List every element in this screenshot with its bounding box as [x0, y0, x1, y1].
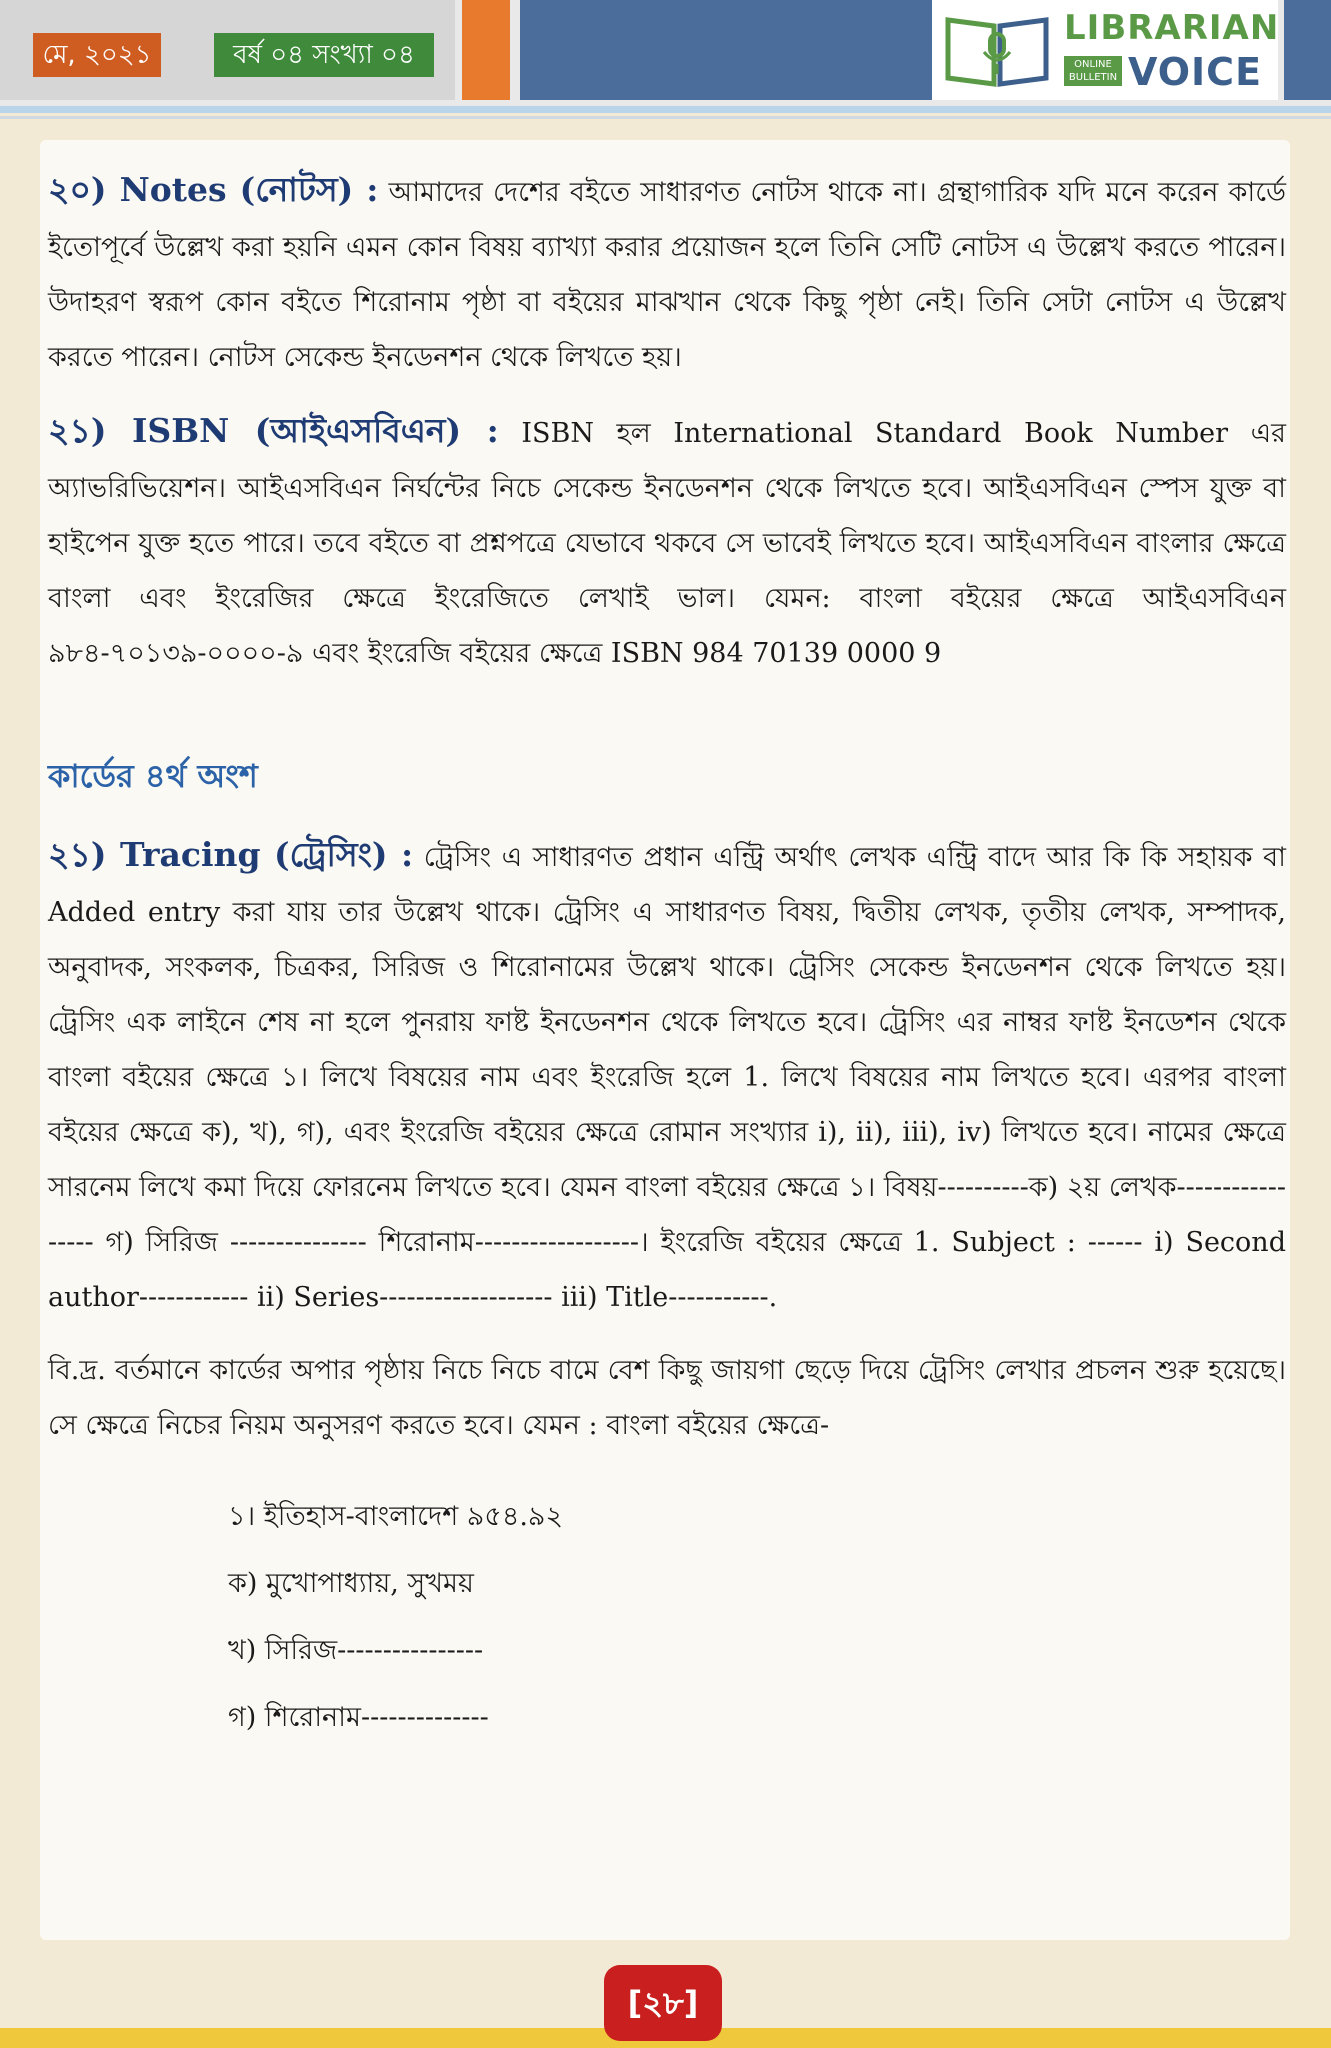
tracing-term: ২১) Tracing (ট্রেসিং) :	[48, 835, 414, 874]
librarian-voice-logo	[932, 0, 1278, 100]
article-body	[48, 162, 1286, 1751]
section-heading-part4: কার্ডের ৪র্থ অংশ	[48, 757, 258, 795]
note-paragraph: বি.দ্র. বর্তমানে কার্ডের অপার পৃষ্ঠায় নিচে নিচে বামে বেশ কিছু জায়গা ছেড়ে দিয়ে ট্রেসিং লেখার প্রচলন শুরু হয়েছে। সে ক্ষেত্রে নিচের নিয়ম অনুসরণ করতে হবে। যেমন : বাংলা বইয়ের ক্ষেত্রে-	[48, 1355, 1286, 1441]
isbn-paragraph	[48, 403, 1286, 681]
tracing-paragraph	[48, 827, 1286, 1325]
list-item: খ) সিরিজ----------------	[228, 1635, 484, 1666]
logo-online-bulletin-tag: ONLINE BULLETIN	[1064, 56, 1122, 86]
notes-term: ২০) Notes (নোটস) :	[48, 170, 379, 209]
tracing-example-list	[228, 1483, 1286, 1751]
header-orange-block	[462, 0, 510, 100]
header-bar	[0, 0, 1331, 106]
header-divider	[0, 106, 1331, 113]
list-item: গ) শিরোনাম--------------	[228, 1702, 489, 1733]
header-divider-thin	[0, 116, 1331, 119]
list-item: ক) মুখোপাধ্যায়, সুখময়	[228, 1568, 474, 1599]
header-right-blue-block	[1284, 0, 1331, 100]
open-book-logo-icon	[942, 8, 1052, 92]
notes-body: আমাদের দেশের বইতে সাধারণত নোটস থাকে না। গ্রন্থাগারিক যদি মনে করেন কার্ডে ইতোপূর্বে উল্লেখ করা হয়নি এমন কোন বিষয় ব্যাখ্যা করার প্রয়োজন হলে তিনি সেটি নোটস এ উল্লেখ করতে পারেন। উদাহরণ স্বরূপ কোন বইতে শিরোনাম পৃষ্ঠা বা বইয়ের মাঝখান থেকে কিছু পৃষ্ঠা নেই। তিনি সেটা নোটস এ উল্লেখ করতে পারেন। নোটস সেকেন্ড ইনডেনশন থেকে লিখতে হয়।	[48, 177, 1286, 373]
logo-title-librarian: LIBRARIAN	[1064, 8, 1280, 48]
notes-paragraph	[48, 162, 1286, 385]
issue-badge: বর্ষ ০৪ সংখ্যা ০৪	[214, 33, 434, 77]
isbn-body: ISBN হল International Standard Book Number এর অ্যাভরিভিয়েশন। আইএসবিএন নির্ঘন্টের নিচে সেকেন্ড ইনডেনশন থেকে লিখতে হবে। আইএসবিএন স্পেস যুক্ত বা হাইপেন যুক্ত হতে পারে। তবে বইতে বা প্রশ্নপত্রে যেভাবে থকবে সে ভাবেই লিখতে হবে। আইএসবিএন বাংলার ক্ষেত্রে বাংলা এবং ইংরেজির ক্ষেত্রে ইংরেজিতে লেখাই ভাল। যেমন: বাংলা বইয়ের ক্ষেত্রে আইএসবিএন ৯৮৪-৭০১৩৯-০০০০-৯ এবং ইংরেজি বইয়ের ক্ষেত্রে ISBN 984 70139 0000 9	[48, 418, 1286, 669]
header-blue-block	[520, 0, 932, 100]
isbn-term: ২১) ISBN (আইএসবিএন) :	[48, 411, 499, 450]
logo-title-voice: VOICE	[1128, 50, 1263, 94]
list-item: ১। ইতিহাস-বাংলাদেশ ৯৫৪.৯২	[228, 1501, 563, 1532]
page-number-badge: [২৮]	[604, 1965, 722, 2041]
date-badge: মে, ২০২১	[33, 33, 161, 77]
article-panel	[40, 140, 1290, 1940]
tracing-body: ট্রেসিং এ সাধারণত প্রধান এন্ট্রি অর্থাৎ লেখক এন্ট্রি বাদে আর কি কি সহায়ক বা Added entry করা যায় তার উল্লেখ থাকে। ট্রেসিং এ সাধারণত বিষয়, দ্বিতীয় লেখক, তৃতীয় লেখক, সম্পাদক, অনুবাদক, সংকলক, চিত্রকর, সিরিজ ও শিরোনামের উল্লেখ থাকে। ট্রেসিং সেকেন্ড ইনডেনশন থেকে লিখতে হয়। ট্রেসিং এক লাইনে শেষ না হলে পুনরায় ফাষ্ট ইনডেনশন থেকে লিখতে হবে। ট্রেসিং এর নাম্বর ফাষ্ট ইনডেশন থেকে বাংলা বইয়ের ক্ষেত্রে ১। লিখে বিষয়ের নাম এবং ইংরেজি হলে 1. লিখে বিষয়ের নাম লিখতে হবে। এরপর বাংলা বইয়ের ক্ষেত্রে ক), খ), গ), এবং ইংরেজি বইয়ের ক্ষেত্রে রোমান সংখ্যার i), ii), iii), iv) লিখতে হবে। নামের ক্ষেত্রে সারনেম লিখে কমা দিয়ে ফোরনেম লিখতে হবে। যেমন বাংলা বইয়ের ক্ষেত্রে ১। বিষয়----------ক) ২য় লেখক----------------- গ) সিরিজ --------------- শিরোনাম------------------। ইংরেজি বইয়ের ক্ষেত্রে 1. Subject : ------ i) Second author------------ ii) Series------------------- iii) Title-----------.	[48, 842, 1286, 1313]
header-left-panel	[0, 0, 455, 100]
